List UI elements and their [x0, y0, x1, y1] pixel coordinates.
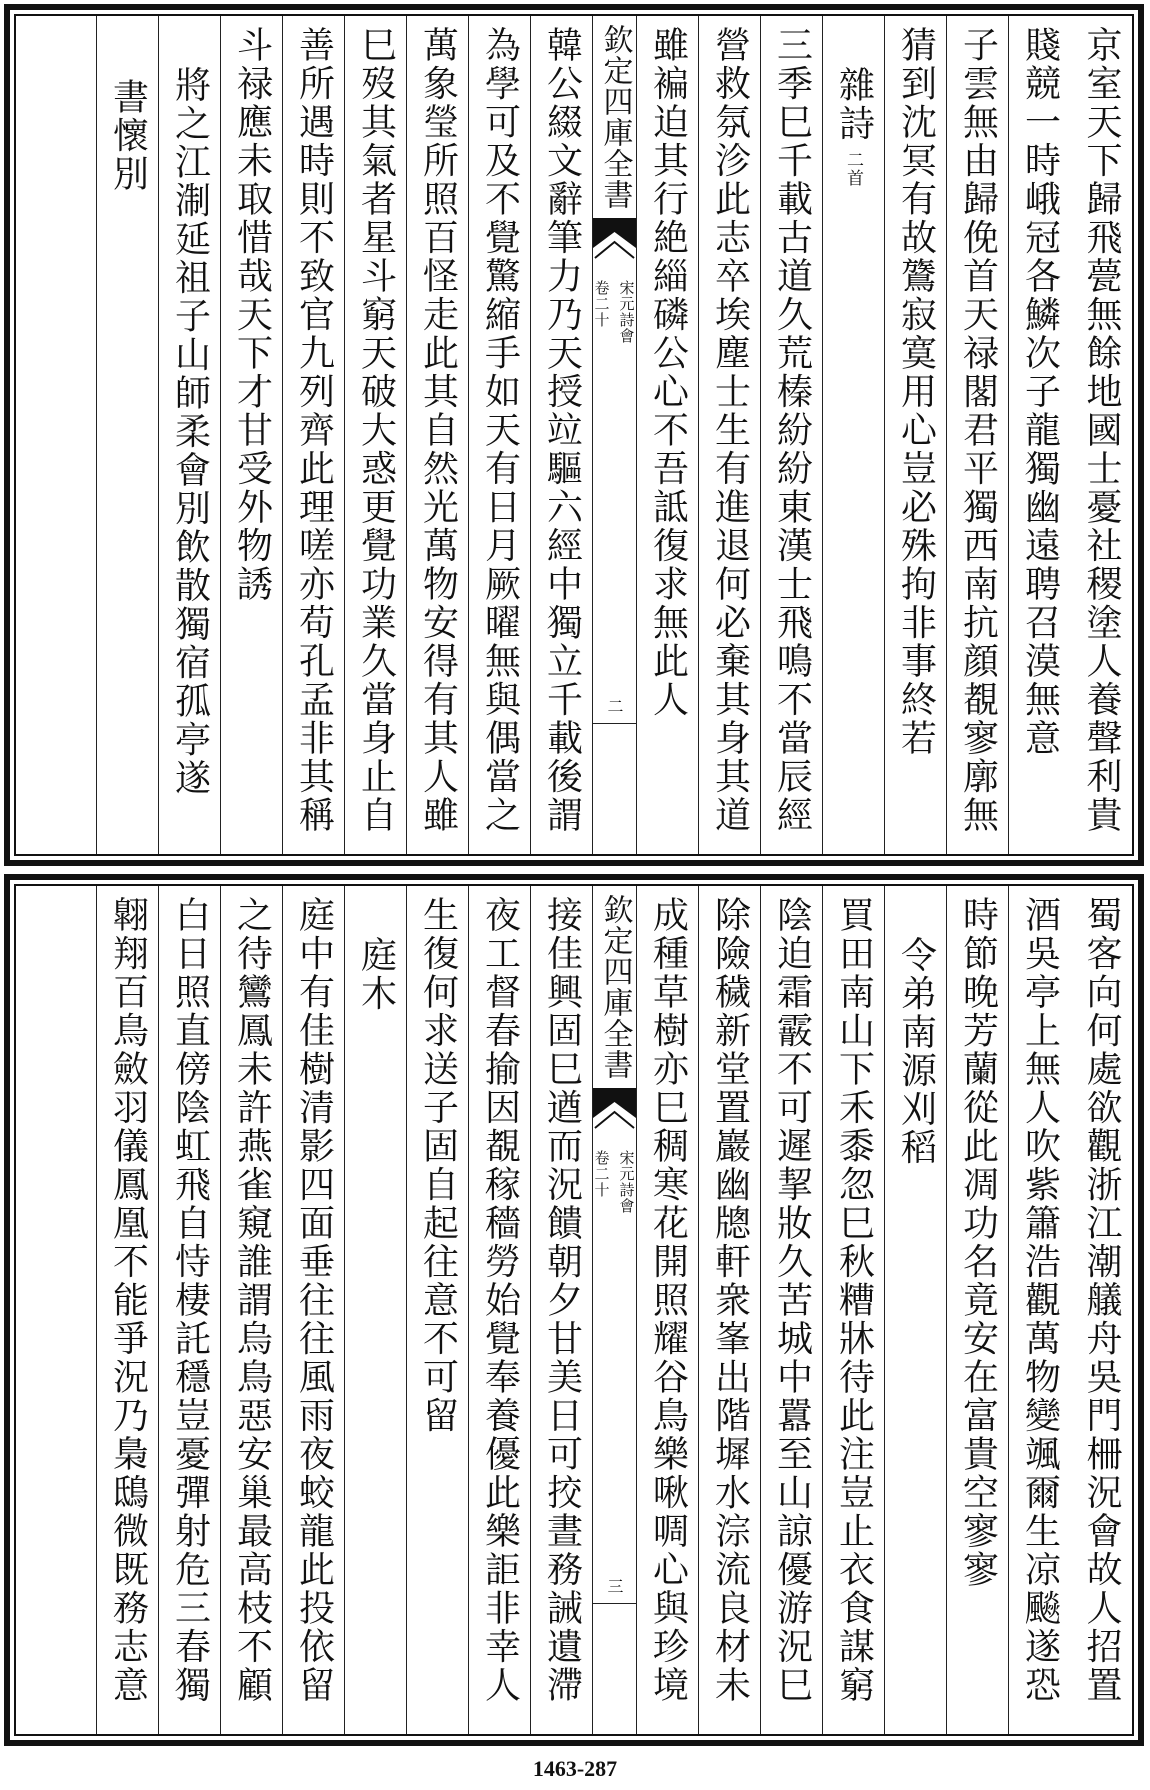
top-col-1 [1070, 16, 1132, 854]
text-column: 庭中有佳樹清影四面垂往往風雨夜蛟龍此投依留 [293, 896, 335, 1705]
poem-title: 令弟南源刈稻 [895, 936, 937, 1167]
bottom-col-11 [406, 886, 468, 1734]
bottom-page [4, 874, 1144, 1746]
text-column: 韓公綴文辭筆力乃天授竝驅六經中獨立千載後謂 [541, 26, 583, 835]
leaf-number: 二 [605, 698, 624, 714]
bottom-col-9 [530, 886, 592, 1734]
fishtail-mark-icon [593, 218, 636, 274]
top-col-6 [760, 16, 822, 854]
top-col-4 [884, 16, 946, 854]
bottom-col-6 [760, 886, 822, 1734]
fold-subtitle [592, 1150, 638, 1214]
poem-title-note: 二首 [843, 151, 863, 187]
page-number: 1463-287 [532, 1756, 618, 1781]
bottom-fold-strip [592, 886, 636, 1734]
fold-rule [593, 723, 636, 724]
bottom-col-8 [636, 886, 698, 1734]
text-column: 生復何求送子固自起往意不可留 [417, 896, 459, 1435]
text-column: 萬象瑩所照百怪走此其自然光萬物安得有其人雖 [417, 26, 459, 835]
text-column: 時節晚芳蘭從此凋功名竟安在富貴空寥寥 [957, 896, 999, 1589]
top-col-15 [158, 16, 220, 854]
fishtail-mark-icon [593, 1088, 636, 1144]
top-col-5 [822, 16, 884, 854]
top-col-8 [636, 16, 698, 854]
bottom-page-frame [14, 884, 1134, 1736]
fold-subtitle [592, 280, 638, 344]
text-column: 巳歿其氣者星斗窮天破大惑更覺功業久當身止自 [355, 26, 397, 835]
text-column: 之待鸞鳳未許燕雀窺誰謂烏鳥惡安巢最高枝不顧 [231, 896, 273, 1705]
bottom-col-1 [1070, 886, 1132, 1734]
text-column: 酒吳亭上無人吹紫簫浩觀萬物變颯爾生凉飈遂恐 [1019, 896, 1061, 1705]
top-col-16 [96, 16, 158, 854]
top-page [4, 4, 1144, 866]
bottom-col-14 [220, 886, 282, 1734]
top-col-12 [344, 16, 406, 854]
bottom-col-15 [158, 886, 220, 1734]
top-col-14 [220, 16, 282, 854]
volume-label: 卷二十 [592, 1150, 611, 1198]
bottom-col-2 [1008, 886, 1070, 1734]
book-title: 欽定四庫全書 [597, 24, 633, 210]
text-column: 為學可及不覺驚縮手如天有日月厥曜無與偶當之 [479, 26, 521, 835]
volume-label: 卷二十 [592, 280, 611, 328]
text-column: 買田南山下禾黍忽巳秋糟牀待此注豈止衣食謀窮 [833, 896, 875, 1705]
top-col-10 [468, 16, 530, 854]
text-column: 成種草樹亦巳稠寒花開照耀谷鳥樂啾啁心與珍境 [647, 896, 689, 1705]
text-column: 斗禄應未取惜哉天下才甘受外物誘 [231, 26, 273, 604]
book-title: 欽定四庫全書 [597, 894, 633, 1080]
text-column: 猜到沈冥有故鷟寂寞用心豈必殊拘非事終若 [895, 26, 937, 758]
text-column: 善所遇時則不致官九列齊此理嗟亦苟孔孟非其稱 [293, 26, 335, 835]
top-col-11 [406, 16, 468, 854]
text-column: 賤競一時峨冠各鱗次子龍獨幽遠聘召漠無意 [1019, 26, 1061, 758]
top-col-9 [530, 16, 592, 854]
text-column: 陰迫霜霰不可遲挈妝久苦城中囂至山諒優游況巳 [771, 896, 813, 1705]
text-column: 蜀客向何處欲觀浙江潮艤舟吳門柵況會故人招置 [1081, 896, 1122, 1705]
top-col-3 [946, 16, 1008, 854]
collection-title: 宋元詩會 [617, 1150, 636, 1214]
text-column: 翺翔百鳥斂羽儀鳳凰不能爭況乃梟鴟微既務志意 [107, 896, 149, 1705]
top-col-2 [1008, 16, 1070, 854]
collection-title: 宋元詩會 [617, 280, 636, 344]
poem-title: 庭木 [355, 936, 397, 1013]
bottom-col-16 [96, 886, 158, 1734]
poem-title: 書懷別 [107, 78, 149, 194]
text-column: 白日照直傍陰虹飛自恃棲託穩豈憂彈射危三春獨 [169, 896, 211, 1705]
fold-rule [593, 1603, 636, 1604]
top-fold-strip [592, 16, 636, 854]
bottom-col-4 [884, 886, 946, 1734]
bottom-col-10 [468, 886, 530, 1734]
text-column: 三季巳千載古道久荒榛紛紛東漢士飛鳴不當辰經 [771, 26, 813, 835]
text-column: 雖褊迫其行絶緇磷公心不吾詆復求無此人 [647, 26, 689, 719]
text-column: 接佳興固巳遒而況饋朝夕甘美日可挍晝務誡遺滯 [541, 896, 583, 1705]
top-col-7 [698, 16, 760, 854]
text-column: 將之江淛延祖子山師柔會別飲散獨宿孤亭遂 [169, 66, 211, 798]
top-page-frame [14, 14, 1134, 856]
bottom-col-3 [946, 886, 1008, 1734]
leaf-number: 三 [605, 1578, 624, 1594]
bottom-col-7 [698, 886, 760, 1734]
text-column: 京室天下歸飛甍無餘地國士憂社稷塗人養聲利貴 [1081, 26, 1122, 835]
text-column: 營救氛沴此志卒埃塵士生有進退何必棄其身其道 [709, 26, 751, 835]
text-column: 子雲無由歸俛首天禄閣君平獨西南抗顔覩寥廓無 [957, 26, 999, 835]
bottom-col-5 [822, 886, 884, 1734]
top-col-13 [282, 16, 344, 854]
text-column: 除險穢新堂置巖幽牕軒衆峯出階墀水淙流良材未 [709, 896, 751, 1705]
bottom-col-13 [282, 886, 344, 1734]
bottom-col-12 [344, 886, 406, 1734]
text-column: 夜工督春揄因覩稼穡勞始覺奉養優此樂詎非幸人 [479, 896, 521, 1705]
poem-title: 雜詩 [833, 66, 875, 143]
